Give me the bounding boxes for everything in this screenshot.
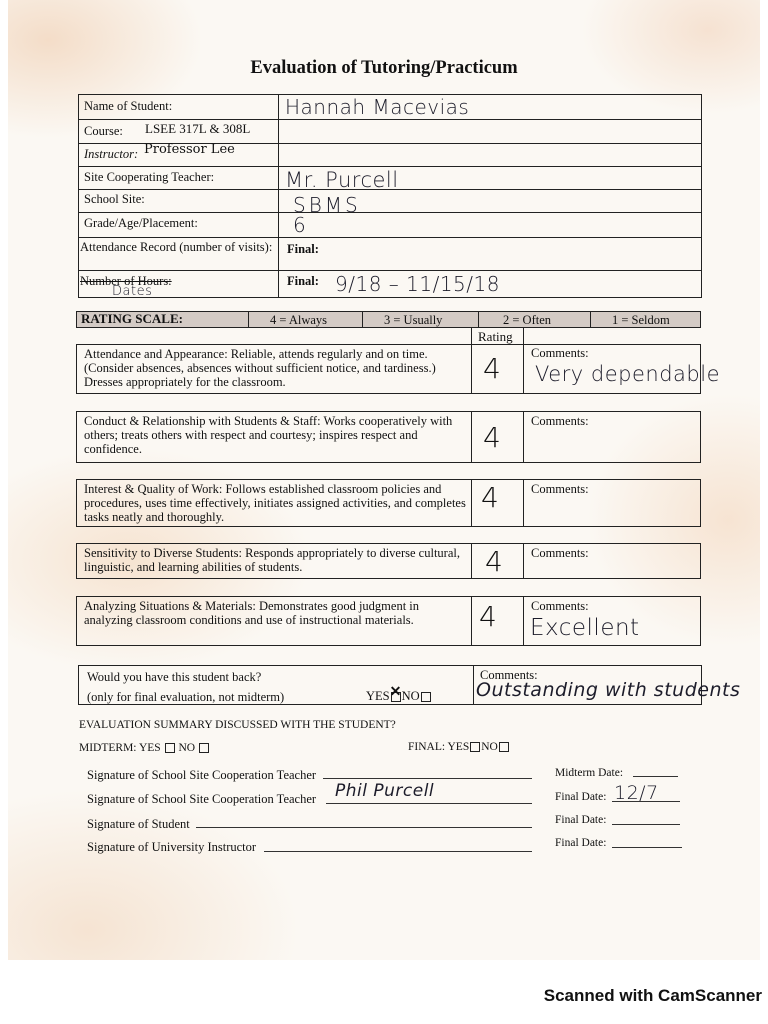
comments-label: Comments: (531, 414, 589, 428)
grade-value: 6 (293, 213, 307, 237)
signature-label: Signature of School Site Cooperation Teacher (87, 792, 317, 806)
course-label: Course: (84, 124, 123, 138)
comments-label: Comments: (531, 546, 589, 560)
attendance-label: Attendance Record (number of visits): (80, 240, 273, 254)
comments-label: Comments: (531, 482, 589, 496)
camscanner-footer: Scanned with CamScanner (543, 986, 762, 1005)
no-checkbox[interactable] (421, 692, 431, 702)
rating-level-4: 4 = Always (270, 313, 328, 327)
signature-label: Signature of Student (87, 817, 190, 831)
signature-label: Signature of School Site Cooperation Teacher (87, 768, 317, 782)
student-name-value: Hannah Macevias (285, 95, 470, 119)
comments-label: Comments: (531, 346, 589, 360)
attendance-final-label: Final: (287, 242, 319, 256)
final-no-label: NO (481, 741, 498, 753)
date-label: Final Date: (555, 814, 607, 826)
rating-value: 4 (481, 481, 499, 514)
criterion-text: Conduct & Relationship with Students & Staff: Works cooperatively with others; treats others with respect and courtesy; inspires respect and confidence. (84, 414, 453, 456)
hours-value: 9/18 – 11/15/18 (335, 272, 500, 296)
rating-value: 4 (485, 545, 503, 578)
yes-checkbox[interactable]: ✕ (389, 685, 402, 701)
instructor-value: Professor Lee (144, 142, 235, 157)
student-back-note: (only for final evaluation, not midterm) (87, 690, 285, 704)
final-options (408, 740, 510, 754)
criterion-text: Sensitivity to Diverse Students: Responds appropriately to diverse cultural, linguistic, and learning abilities of students. (84, 546, 460, 574)
summary-question: EVALUATION SUMMARY DISCUSSED WITH THE STUDENT? (79, 719, 396, 731)
rating-level-2: 2 = Often (503, 313, 552, 327)
school-site-value: SBMS (293, 193, 361, 217)
date-label: Midterm Date: (555, 767, 624, 779)
comments-label: Comments: (531, 599, 589, 613)
student-back-question: Would you have this student back? (87, 670, 262, 684)
instructor-label: Instructor: (84, 147, 139, 161)
school-site-label: School Site: (84, 192, 145, 206)
final-yes-checkbox[interactable] (470, 742, 480, 752)
comments-label: Comments: (480, 668, 538, 682)
midterm-no-label: NO (178, 742, 196, 754)
no-label: NO (401, 689, 420, 703)
hours-final-label: Final: (287, 274, 319, 288)
date-label: Final Date: (555, 837, 607, 849)
form-title: Evaluation of Tutoring/Practicum (250, 58, 518, 78)
rating-value: 4 (479, 600, 497, 633)
final-yes-label: FINAL: YES (408, 741, 470, 753)
hours-correction: Dates (112, 284, 153, 299)
criterion-text: Analyzing Situations & Materials: Demonstrates good judgment in analyzing classroom conditions and use of instructional materials. (84, 599, 420, 627)
midterm-options (79, 741, 210, 755)
yes-label: YES (366, 689, 390, 703)
rating-value: 4 (483, 352, 501, 385)
rating-scale-label: RATING SCALE: (81, 311, 183, 326)
yes-no-options (366, 685, 432, 703)
signature-value: Phil Purcell (335, 781, 435, 801)
name-label: Name of Student: (84, 99, 173, 113)
rating-value: 4 (483, 421, 501, 454)
date-value: 12/7 (614, 782, 659, 804)
midterm-yes-label: MIDTERM: YES (79, 742, 161, 754)
rating-level-3: 3 = Usually (384, 313, 443, 327)
comment-value: Excellent (530, 615, 640, 641)
course-value: LSEE 317L & 308L (145, 121, 251, 136)
grade-label: Grade/Age/Placement: (84, 216, 198, 230)
criterion-text: Interest & Quality of Work: Follows established classroom policies and procedures, uses time effectively, initiates assigned activities, and completes tasks neatly and thoroughly. (84, 482, 466, 524)
criterion-text: Attendance and Appearance: Reliable, attends regularly and on time. (Consider absences, absences without sufficient notice, and tardiness.) Dresses appropriately for the classroom. (84, 347, 436, 389)
student-back-comment: Outstanding with students (476, 679, 741, 701)
midterm-no-checkbox[interactable] (199, 743, 209, 753)
final-no-checkbox[interactable] (499, 742, 509, 752)
signature-label: Signature of University Instructor (87, 840, 257, 854)
hours-label: Number of Hours: (80, 274, 172, 288)
site-teacher-label: Site Cooperating Teacher: (84, 170, 215, 184)
comment-value: Very dependable (535, 362, 720, 386)
rating-level-1: 1 = Seldom (612, 313, 670, 327)
date-label: Final Date: (555, 791, 607, 803)
midterm-yes-checkbox[interactable] (165, 743, 175, 753)
rating-column-header: Rating (478, 329, 513, 344)
site-teacher-value: Mr. Purcell (285, 168, 399, 192)
